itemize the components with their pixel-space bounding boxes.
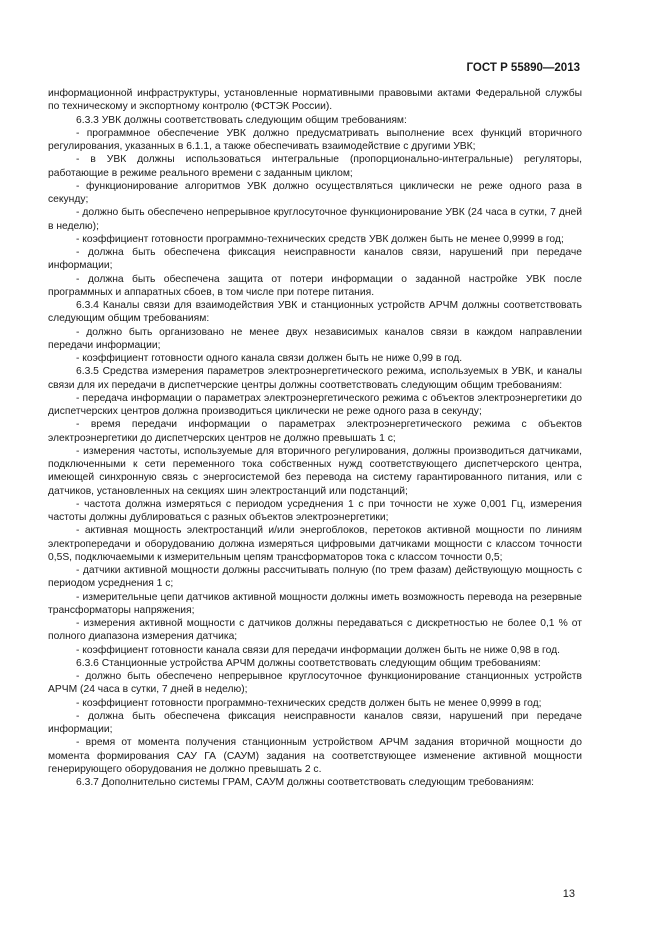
paragraph: - должна быть обеспечена фиксация неисправности каналов связи, нарушений при передаче информации; bbox=[48, 247, 582, 272]
document-id-header: ГОСТ Р 55890—2013 bbox=[466, 62, 580, 74]
paragraph: - измерения активной мощности с датчиков должны передаваться с дискретностью не более 0,1 % от полного диапазона измерения датчика; bbox=[48, 618, 582, 643]
paragraph: 6.3.5 Средства измерения параметров электроэнергетического режима, используемых в УВК, и каналы связи для их передачи в диспетчерские центры должны соответствовать следующим общим требованиям: bbox=[48, 366, 582, 391]
paragraph: - коэффициент готовности канала связи для передачи информации должен быть не ниже 0,98 в год. bbox=[76, 644, 560, 656]
paragraph: - измерительные цепи датчиков активной мощности должны иметь возможность перевода на резервные трансформаторы напряжения; bbox=[48, 591, 582, 616]
paragraph: - должно быть организовано не менее двух независимых каналов связи в каждом направлении передачи информации; bbox=[48, 326, 582, 351]
paragraph: - должно быть обеспечено непрерывное круглосуточное функционирование УВК (24 часа в сутки, 7 дней в неделю); bbox=[48, 207, 582, 232]
paragraph: - в УВК должны использоваться интегральные (пропорционально-интегральные) регуляторы, работающие в режиме реального времени с заданным циклом; bbox=[48, 154, 582, 179]
paragraph: - активная мощность электростанций и/или энергоблоков, перетоков активной мощности по линиям электропередачи и оборудованию должна измеряться цифровыми датчиками мощности с классом точности 0,5S, подключаемыми к измерительным цепям трансформаторов тока с классом точности 0,5; bbox=[48, 525, 582, 563]
paragraph: 6.3.6 Станционные устройства АРЧМ должны соответствовать следующим общим требованиям: bbox=[76, 657, 541, 669]
paragraph: - передача информации о параметрах электроэнергетического режима с объектов электроэнергетики до диспетчерских центров должна производиться циклически не реже одного раза в секунду; bbox=[48, 392, 582, 417]
page-number: 13 bbox=[562, 888, 575, 900]
paragraph: - должно быть обеспечено непрерывное круглосуточное функционирование станционных устройств АРЧМ (24 часа в сутки, 7 дней в неделю); bbox=[48, 671, 582, 696]
paragraph: - время от момента получения станционным устройством АРЧМ задания вторичной мощности до момента формирования САУ ГА (САУМ) задания на соответствующее изменение активной мощности генерирующего оборудования не должно превышать 2 с. bbox=[48, 737, 582, 775]
paragraph: - коэффициент готовности программно-технических средств УВК должен быть не менее 0,9999 в год; bbox=[76, 233, 564, 245]
paragraph: информационной инфраструктуры, установленные нормативными правовыми актами Федеральной службы по техническому и экспортному контролю (ФСТЭК России). bbox=[48, 88, 582, 113]
paragraph: 6.3.4 Каналы связи для взаимодействия УВК и станционных устройств АРЧМ должны соответствовать следующим общим требованиям: bbox=[48, 300, 582, 325]
paragraph: - функционирование алгоритмов УВК должно осуществляться циклически не реже одного раза в секунду; bbox=[48, 180, 582, 205]
paragraph: - время передачи информации о параметрах электроэнергетического режима с объектов электроэнергетики до диспетчерских центров не должно превышать 1 с; bbox=[48, 419, 582, 444]
paragraph: - должна быть обеспечена фиксация неисправности каналов связи, нарушений при передаче информации; bbox=[48, 710, 582, 735]
paragraph: - коэффициент готовности одного канала связи должен быть не ниже 0,99 в год. bbox=[76, 353, 463, 364]
paragraph: - программное обеспечение УВК должно предусматривать выполнение всех функций вторичного регулирования, указанных в 6.1.1, а также обеспечивать взаимодействие с другими УВК; bbox=[48, 127, 582, 152]
paragraph: 6.3.3 УВК должны соответствовать следующим общим требованиям: bbox=[76, 114, 407, 126]
paragraph: - должна быть обеспечена защита от потери информации о заданной настройке УВК после программных и аппаратных сбоев, в том числе при потере питания. bbox=[48, 273, 582, 298]
paragraph: - коэффициент готовности программно-технических средств должен быть не менее 0,9999 в год; bbox=[76, 697, 542, 709]
paragraph: - частота должна измеряться с периодом усреднения 1 с при точности не хуже 0,001 Гц, измерения частоты должны дублироваться с разных объектов электроэнергетики; bbox=[48, 498, 582, 523]
paragraph: - измерения частоты, используемые для вторичного регулирования, должны производиться датчиками, подключенными к сети переменного тока собственных нужд соответствующего диспетчерского центра, имеющей синхронную связь с энергосистемой без перевода на систему гарантированного питания, или с датчиков, установленных на секциях шин электростанций или подстанций; bbox=[48, 445, 582, 497]
paragraph: 6.3.7 Дополнительно системы ГРАМ, САУМ должны соответствовать следующим требованиям: bbox=[76, 777, 535, 788]
paragraph: - датчики активной мощности должны рассчитывать полную (по трем фазам) действующую мощность с периодом усреднения 1 с; bbox=[48, 565, 582, 590]
body-text bbox=[48, 87, 582, 789]
